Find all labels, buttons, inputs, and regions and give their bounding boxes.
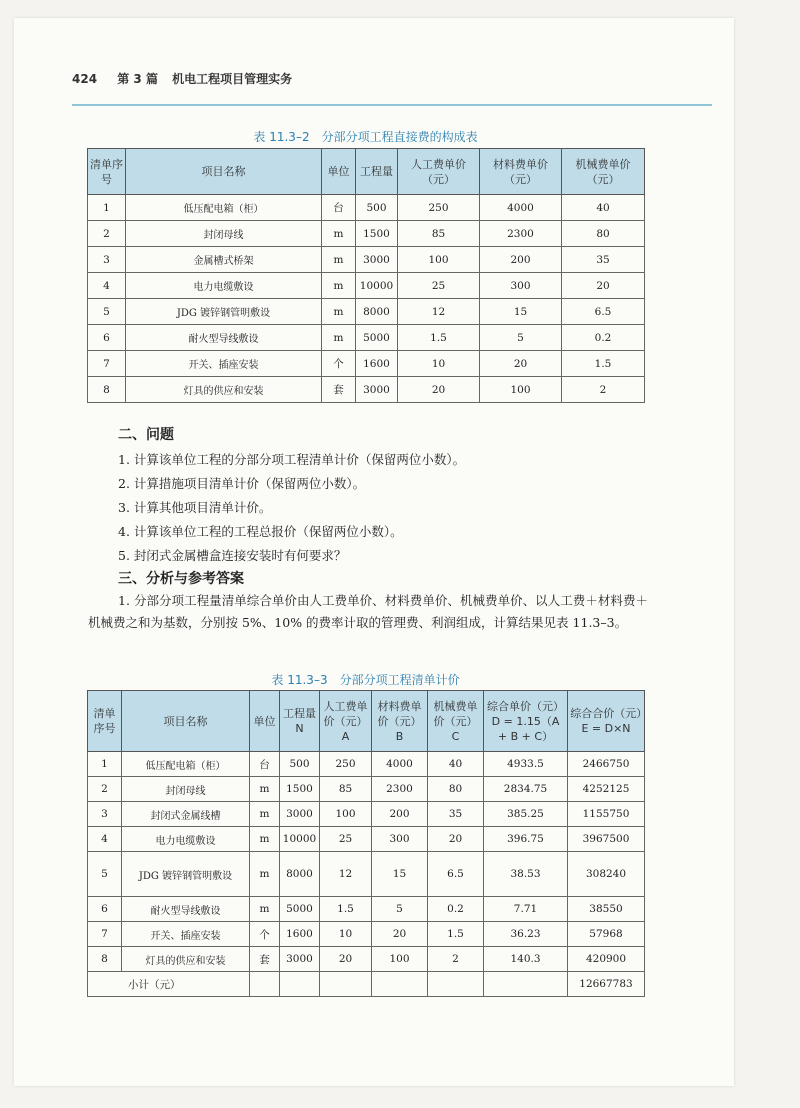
table-row (88, 195, 645, 221)
item-name-cell: 耐火型导线敷设 (126, 325, 322, 351)
table-cell: 台 (250, 752, 280, 777)
table-cell: 100 (398, 247, 480, 273)
table-row (88, 247, 645, 273)
table-cell: 12 (398, 299, 480, 325)
table-cell: 20 (428, 827, 484, 852)
table-cell: 12 (320, 852, 372, 897)
table-cell: 5 (88, 299, 126, 325)
item-name-cell: 耐火型导线敷设 (122, 897, 250, 922)
table-cell: 2 (88, 221, 126, 247)
table-row (88, 777, 645, 802)
table-row (88, 351, 645, 377)
item-name-cell: JDG 镀锌钢管明敷设 (126, 299, 322, 325)
table-cell: 个 (322, 351, 356, 377)
item-name-cell: 灯具的供应和安装 (126, 377, 322, 403)
table2-caption-number: 表 11.3–3 (271, 673, 328, 687)
table-row (88, 377, 645, 403)
table2-header: 人工费单价（元）A (320, 691, 372, 752)
table-cell (428, 972, 484, 997)
table-cell: 7 (88, 922, 122, 947)
item-name-cell: 开关、插座安装 (122, 922, 250, 947)
table-cell: 1600 (356, 351, 398, 377)
table-cell: 20 (480, 351, 562, 377)
question-item: 3. 计算其他项目清单计价。 (118, 500, 272, 515)
table-cell: 2 (428, 947, 484, 972)
table-cell: m (250, 897, 280, 922)
table-cell (372, 972, 428, 997)
table-cell: 38550 (568, 897, 645, 922)
item-name-cell: JDG 镀锌钢管明敷设 (122, 852, 250, 897)
table-cell: 300 (372, 827, 428, 852)
table-row (88, 221, 645, 247)
question-item: 1. 计算该单位工程的分部分项工程清单计价（保留两位小数）。 (118, 452, 466, 467)
table-cell: 0.2 (562, 325, 645, 351)
table-cell: 4 (88, 827, 122, 852)
table-cell: 5000 (356, 325, 398, 351)
table-cell: 10000 (280, 827, 320, 852)
table-cell: 80 (428, 777, 484, 802)
item-name-cell: 开关、插座安装 (126, 351, 322, 377)
table-cell: 7.71 (484, 897, 568, 922)
table-cell: m (322, 221, 356, 247)
table-row (88, 299, 645, 325)
table-cell: 396.75 (484, 827, 568, 852)
table2-header: 清单序号 (88, 691, 122, 752)
question-item: 2. 计算措施项目清单计价（保留两位小数）。 (118, 476, 366, 491)
question-item: 4. 计算该单位工程的工程总报价（保留两位小数）。 (118, 524, 403, 539)
table-cell: 4000 (372, 752, 428, 777)
item-name-cell: 封闭母线 (122, 777, 250, 802)
table-cell (250, 972, 280, 997)
item-name-cell: 低压配电箱（柜） (126, 195, 322, 221)
table-cell: 57968 (568, 922, 645, 947)
table-cell: 4 (88, 273, 126, 299)
table-cell: 4933.5 (484, 752, 568, 777)
table-cell: 台 (322, 195, 356, 221)
table1-header: 清单序号 (88, 149, 126, 195)
table-cell: 3967500 (568, 827, 645, 852)
table-cell: m (322, 299, 356, 325)
table-cell: 300 (480, 273, 562, 299)
table-cell: m (322, 273, 356, 299)
table-cell: 40 (428, 752, 484, 777)
table-cell: 100 (480, 377, 562, 403)
item-name-cell: 电力电缆敷设 (122, 827, 250, 852)
table-cell: 5000 (280, 897, 320, 922)
table-cell: 8000 (280, 852, 320, 897)
table2-header: 机械费单价（元）C (428, 691, 484, 752)
table-cell: 20 (562, 273, 645, 299)
table-cell: 1600 (280, 922, 320, 947)
table-cell: m (322, 325, 356, 351)
item-name-cell: 电力电缆敷设 (126, 273, 322, 299)
table-cell (484, 972, 568, 997)
table-cell: 1.5 (320, 897, 372, 922)
table-cell (280, 972, 320, 997)
table2-caption (87, 671, 644, 688)
table-cell: 1 (88, 195, 126, 221)
table-cell: m (250, 802, 280, 827)
answers-heading: 三、分析与参考答案 (118, 571, 244, 587)
table-cell: 3 (88, 802, 122, 827)
table-row (88, 922, 645, 947)
page-number: 424 (72, 72, 98, 86)
table-cell: 6 (88, 897, 122, 922)
table1-header: 单位 (322, 149, 356, 195)
table-cell: 2300 (480, 221, 562, 247)
table2-header: 综合单价（元）D = 1.15（A + B + C） (484, 691, 568, 752)
table-cell: 250 (398, 195, 480, 221)
table-cell: 38.53 (484, 852, 568, 897)
table-cell: 36.23 (484, 922, 568, 947)
direct-cost-table (87, 148, 645, 403)
table-cell: 4252125 (568, 777, 645, 802)
table-cell: 1.5 (428, 922, 484, 947)
table2-caption-title: 分部分项工程清单计价 (339, 673, 460, 687)
table-cell: 15 (480, 299, 562, 325)
table-cell: 20 (320, 947, 372, 972)
table1-header: 工程量 (356, 149, 398, 195)
questions-heading: 二、问题 (118, 427, 174, 443)
table-cell: 200 (372, 802, 428, 827)
table2-header: 工程量 N (280, 691, 320, 752)
table-cell: 4000 (480, 195, 562, 221)
part-label: 第 3 篇 (117, 72, 158, 86)
table-cell: 3000 (280, 947, 320, 972)
table-cell: 10000 (356, 273, 398, 299)
table-cell: 308240 (568, 852, 645, 897)
table-row (88, 852, 645, 897)
table-cell: 40 (562, 195, 645, 221)
answer-paragraph: 1. 分部分项工程量清单综合单价由人工费单价、材料费单价、机械费单价、以人工费＋材料费＋机械费之和为基数，分别按 5%、10% 的费率计取的管理费、利润组成，计算结果见表 11.3–3。 (88, 593, 648, 630)
table2-header: 材料费单价（元）B (372, 691, 428, 752)
table-row (88, 802, 645, 827)
table-cell: 420900 (568, 947, 645, 972)
table-cell: 200 (480, 247, 562, 273)
table-cell: 8000 (356, 299, 398, 325)
table-cell: 100 (320, 802, 372, 827)
item-name-cell: 金属槽式桥架 (126, 247, 322, 273)
table-cell (320, 972, 372, 997)
table-cell: 10 (398, 351, 480, 377)
table-cell: 1155750 (568, 802, 645, 827)
table-cell: 35 (562, 247, 645, 273)
table-row (88, 947, 645, 972)
table-cell: 2 (88, 777, 122, 802)
table-cell: 35 (428, 802, 484, 827)
table-row (88, 325, 645, 351)
table1-caption-title: 分部分项工程直接费的构成表 (321, 130, 478, 144)
table-cell: 25 (398, 273, 480, 299)
table-cell: 10 (320, 922, 372, 947)
table1-header: 项目名称 (126, 149, 322, 195)
table-cell: 套 (322, 377, 356, 403)
table-cell: 500 (280, 752, 320, 777)
subtotal-value: 12667783 (568, 972, 645, 997)
table-cell: 2 (562, 377, 645, 403)
table-cell: 1500 (356, 221, 398, 247)
table-cell: 0.2 (428, 897, 484, 922)
table-cell: m (250, 827, 280, 852)
table-cell: 5 (88, 852, 122, 897)
table-cell: m (322, 247, 356, 273)
table-cell: 15 (372, 852, 428, 897)
table-row (88, 827, 645, 852)
table-cell: 20 (398, 377, 480, 403)
table-cell: 8 (88, 947, 122, 972)
table-cell: 2300 (372, 777, 428, 802)
table-row (88, 273, 645, 299)
table-cell: 20 (372, 922, 428, 947)
pricing-table (87, 690, 645, 997)
table-cell: m (250, 852, 280, 897)
table-cell: 1500 (280, 777, 320, 802)
table-cell: 5 (480, 325, 562, 351)
table-cell: 5 (372, 897, 428, 922)
item-name-cell: 低压配电箱（柜） (122, 752, 250, 777)
table-cell: 80 (562, 221, 645, 247)
table-cell: 6.5 (562, 299, 645, 325)
table1-caption (87, 128, 644, 145)
table1-header-row (88, 149, 645, 195)
table-cell: 8 (88, 377, 126, 403)
table-cell: 1.5 (562, 351, 645, 377)
table-row (88, 752, 645, 777)
table-cell: 3000 (356, 377, 398, 403)
table1-header: 机械费单价（元） (562, 149, 645, 195)
item-name-cell: 灯具的供应和安装 (122, 947, 250, 972)
table-cell: 7 (88, 351, 126, 377)
table-cell: 6.5 (428, 852, 484, 897)
table2-header-row (88, 691, 645, 752)
table-cell: 2466750 (568, 752, 645, 777)
table-cell: 个 (250, 922, 280, 947)
table2-header: 单位 (250, 691, 280, 752)
table-cell: 1 (88, 752, 122, 777)
table1-header: 人工费单价（元） (398, 149, 480, 195)
item-name-cell: 封闭母线 (126, 221, 322, 247)
table-cell: 3 (88, 247, 126, 273)
table-cell: 3000 (280, 802, 320, 827)
table1-caption-number: 表 11.3–2 (253, 130, 310, 144)
item-name-cell: 封闭式金属线槽 (122, 802, 250, 827)
table-cell: 85 (320, 777, 372, 802)
table1-header: 材料费单价（元） (480, 149, 562, 195)
table-cell: 100 (372, 947, 428, 972)
table2-header: 综合合价（元）E = D×N (568, 691, 645, 752)
table-cell: 85 (398, 221, 480, 247)
table-cell: 25 (320, 827, 372, 852)
table-cell: 140.3 (484, 947, 568, 972)
table-cell: 6 (88, 325, 126, 351)
table2-header: 项目名称 (122, 691, 250, 752)
table-cell: 250 (320, 752, 372, 777)
subtotal-row (88, 972, 645, 997)
header-rule (72, 104, 712, 106)
table-row (88, 897, 645, 922)
table-cell: 2834.75 (484, 777, 568, 802)
table-cell: 500 (356, 195, 398, 221)
table-cell: 3000 (356, 247, 398, 273)
table-cell: 385.25 (484, 802, 568, 827)
question-item: 5. 封闭式金属槽盒连接安装时有何要求？ (118, 548, 347, 563)
table-cell: m (250, 777, 280, 802)
subtotal-label: 小计（元） (88, 972, 250, 997)
table-cell: 套 (250, 947, 280, 972)
table-cell: 1.5 (398, 325, 480, 351)
part-title: 机电工程项目管理实务 (172, 72, 293, 86)
running-header (72, 70, 712, 87)
